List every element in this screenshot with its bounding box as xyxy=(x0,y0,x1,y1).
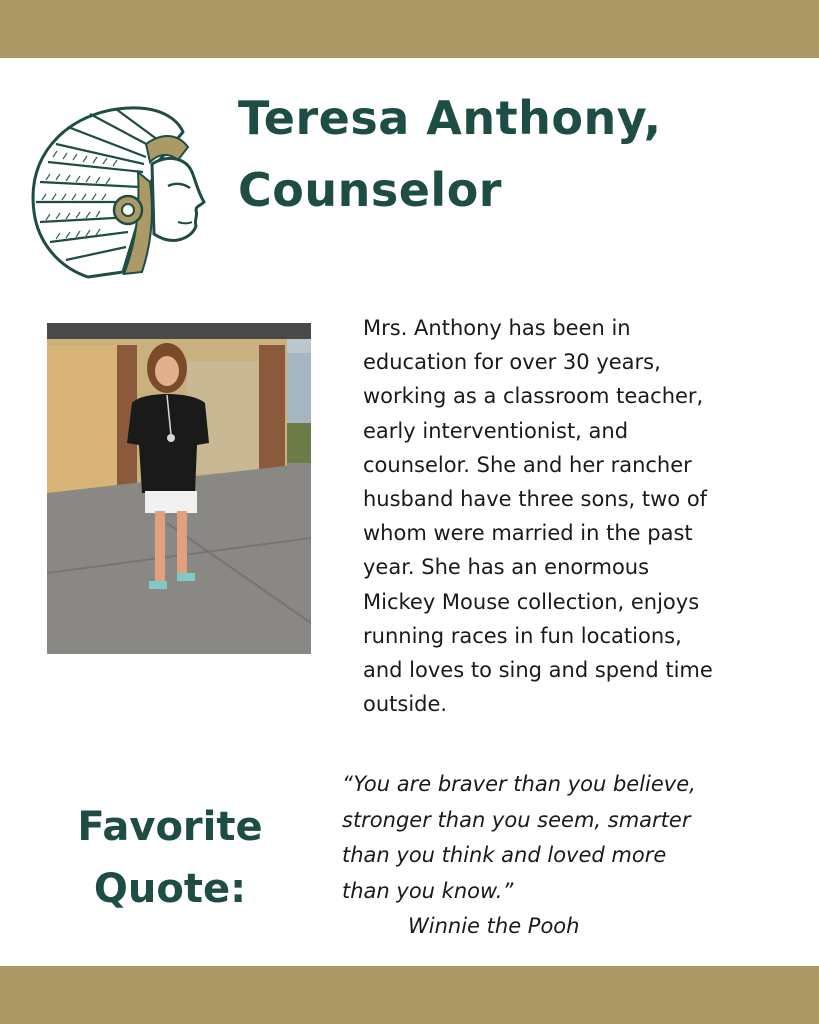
title-line-name: Teresa Anthony, xyxy=(238,91,662,145)
top-gold-band xyxy=(0,0,819,58)
title-line-role: Counselor xyxy=(238,163,502,217)
bio-line: running races in fun locations, xyxy=(363,623,682,648)
bio-line: early interventionist, and xyxy=(363,418,629,443)
favorite-label-line: Favorite xyxy=(77,804,263,850)
page-title xyxy=(238,82,798,226)
bottom-gold-band xyxy=(0,966,819,1024)
bio-line: outside. xyxy=(363,692,448,717)
bio-line: Mickey Mouse collection, enjoys xyxy=(363,589,700,614)
portrait-photo xyxy=(47,323,311,654)
bio-line: year. She has an enormous xyxy=(363,555,650,580)
quote-line: stronger than you seem, smarter xyxy=(342,807,691,832)
bio-line: Mrs. Anthony has been in xyxy=(363,316,631,340)
favorite-label-line: Quote: xyxy=(93,866,247,912)
quote-line: “You are braver than you believe, xyxy=(342,772,696,796)
quote-line: than you know.” xyxy=(342,878,514,903)
bio-line: husband have three sons, two of xyxy=(363,487,708,512)
bio-line: and loves to sing and spend time xyxy=(363,658,713,683)
favorite-quote xyxy=(342,767,802,945)
quote-line: than you think and loved more xyxy=(342,843,667,867)
bio-line: working as a classroom teacher, xyxy=(363,384,704,409)
bio-paragraph xyxy=(363,311,783,721)
quote-attribution: Winnie the Pooh xyxy=(408,914,580,938)
bio-line: education for over 30 years, xyxy=(363,350,661,375)
bio-line: counselor. She and her rancher xyxy=(363,452,692,477)
favorite-quote-heading xyxy=(40,796,300,920)
indian-head-mascot-icon xyxy=(28,102,210,282)
bio-line: whom were married in the past xyxy=(363,521,693,546)
